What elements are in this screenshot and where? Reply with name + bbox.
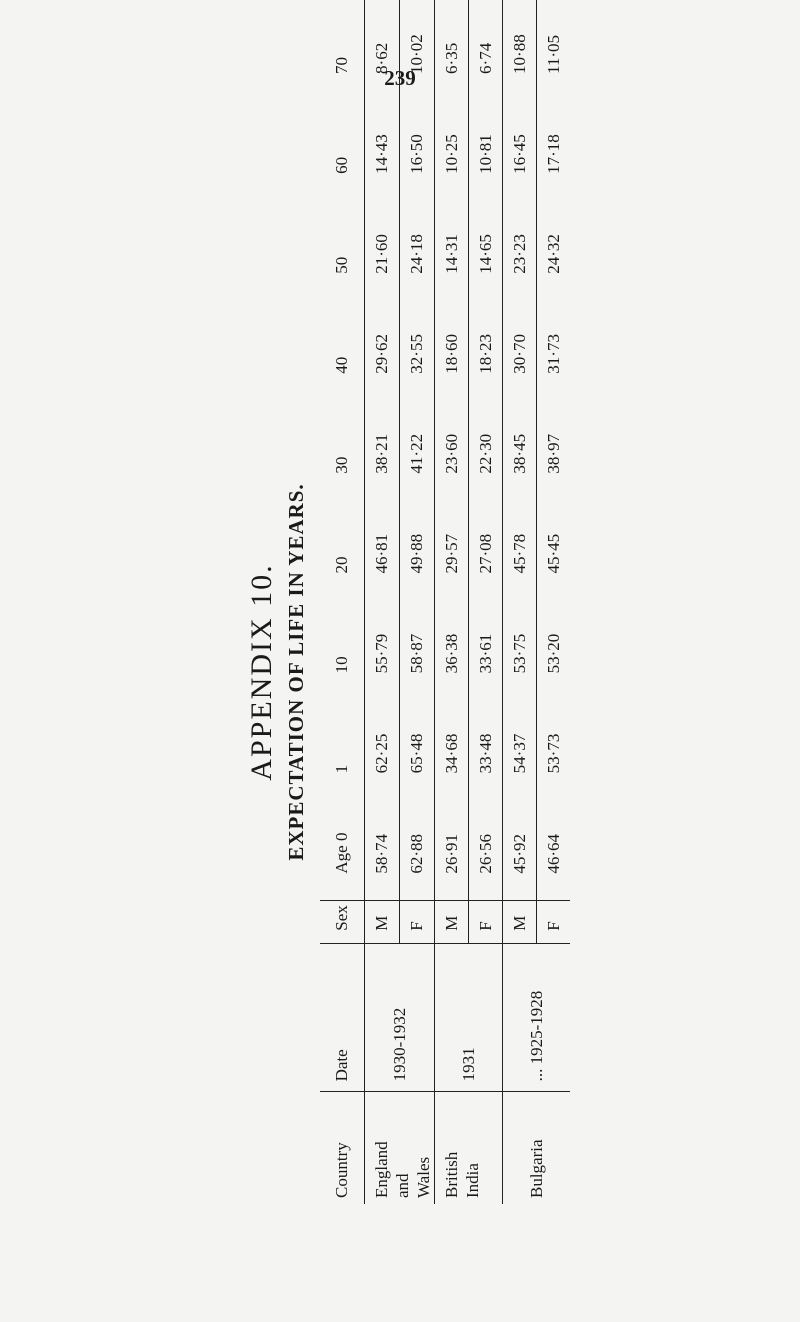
value-cell: 34·68 (435, 699, 469, 799)
life-expectancy-table (320, 0, 570, 1204)
header-age-10: 10 (320, 600, 365, 700)
value-cell: 10·02 (400, 0, 435, 100)
value-cell: 14·43 (372, 134, 391, 174)
value-cell: 45·78 (503, 500, 537, 600)
value-cell: 31·73 (537, 300, 571, 400)
value-cell: 33·48 (469, 699, 503, 799)
value-cell: 21·60 (372, 234, 391, 274)
value-cell: 36·38 (435, 600, 469, 700)
header-country: Country (320, 1092, 365, 1204)
country-cell (365, 1092, 435, 1204)
sex-cell: F (537, 900, 571, 943)
value-cell: 46·64 (537, 799, 571, 900)
value-cell: 38·21 (372, 433, 391, 474)
header-age-1: 1 (320, 699, 365, 799)
title-block (244, 272, 310, 1072)
value-cell: 18·60 (435, 300, 469, 400)
table-row (503, 0, 537, 1204)
value-cell: 29·62 (372, 334, 391, 374)
value-cell: 26·91 (435, 799, 469, 900)
header-age-20: 20 (320, 500, 365, 600)
header-date: Date (320, 943, 365, 1092)
value-cell: 14·65 (469, 200, 503, 300)
header-sex: Sex (320, 900, 365, 943)
sex-cell: M (365, 900, 400, 943)
country-line: British (442, 1151, 461, 1198)
country-line: India (463, 1163, 482, 1198)
value-cell: 11·05 (537, 0, 571, 100)
sex-cell: F (469, 900, 503, 943)
value-cell: 14·31 (435, 200, 469, 300)
value-cell: 53·73 (537, 699, 571, 799)
value-cell: 32·55 (400, 300, 435, 400)
country-line: Wales (414, 1156, 433, 1198)
value-cell: 22·30 (469, 400, 503, 500)
value-cell: 10·81 (469, 100, 503, 200)
header-age-50: 50 (320, 200, 365, 300)
value-cell: 10·25 (435, 100, 469, 200)
table-row (435, 0, 469, 1204)
value-cell: 65·48 (400, 699, 435, 799)
header-row (320, 0, 365, 1204)
page-number: 239 (384, 66, 416, 90)
value-cell: 41·22 (400, 400, 435, 500)
value-cell: 26·56 (469, 799, 503, 900)
date-cell: ... 1925-1928 (503, 943, 571, 1092)
value-cell: 55·79 (372, 633, 391, 674)
value-cell: 45·92 (503, 799, 537, 900)
value-cell: 33·61 (469, 600, 503, 700)
value-cell: 45·45 (537, 500, 571, 600)
value-cell: 46·81 (372, 533, 391, 574)
value-cell: 58·74 (372, 833, 391, 874)
country-cell (503, 1092, 571, 1204)
value-cell: 18·23 (469, 300, 503, 400)
table-row (365, 0, 400, 1204)
value-cell: 62·88 (400, 799, 435, 900)
sex-cell: M (503, 900, 537, 943)
date-cell: 1931 (435, 943, 503, 1092)
value-cell: 16·45 (503, 100, 537, 200)
sex-cell: F (400, 900, 435, 943)
country-cell (435, 1092, 503, 1204)
appendix-title: APPENDIX 10. (245, 563, 278, 781)
header-age-70: 70 (320, 0, 365, 100)
value-cell: 6·35 (435, 0, 469, 100)
value-cell: 30·70 (503, 300, 537, 400)
value-cell: 38·97 (537, 400, 571, 500)
country-line: England (372, 1141, 391, 1198)
country-line: and (393, 1173, 412, 1198)
value-cell: 16·50 (400, 100, 435, 200)
value-cell: 62·25 (372, 733, 391, 774)
value-cell: 24·32 (537, 200, 571, 300)
value-cell: 38·45 (503, 400, 537, 500)
header-age-0: Age 0 (320, 799, 365, 900)
header-age-40: 40 (320, 300, 365, 400)
value-cell: 53·20 (537, 600, 571, 700)
value-cell: 6·74 (469, 0, 503, 100)
value-cell: 29·57 (435, 500, 469, 600)
value-cell: 17·18 (537, 100, 571, 200)
value-cell: 10·88 (503, 0, 537, 100)
date-cell: 1930-1932 (365, 943, 435, 1092)
country-line: Bulgaria (526, 1139, 546, 1198)
table-subtitle: EXPECTATION OF LIFE IN YEARS. (284, 483, 308, 861)
value-cell: 49·88 (400, 500, 435, 600)
value-cell: 27·08 (469, 500, 503, 600)
value-cell: 23·23 (503, 200, 537, 300)
value-cell: 8·62 (372, 42, 391, 74)
value-cell: 58·87 (400, 600, 435, 700)
header-age-60: 60 (320, 100, 365, 200)
sex-cell: M (435, 900, 469, 943)
value-cell: 53·75 (503, 600, 537, 700)
value-cell: 23·60 (435, 400, 469, 500)
header-age-30: 30 (320, 400, 365, 500)
value-cell: 54·37 (503, 699, 537, 799)
value-cell: 24·18 (400, 200, 435, 300)
